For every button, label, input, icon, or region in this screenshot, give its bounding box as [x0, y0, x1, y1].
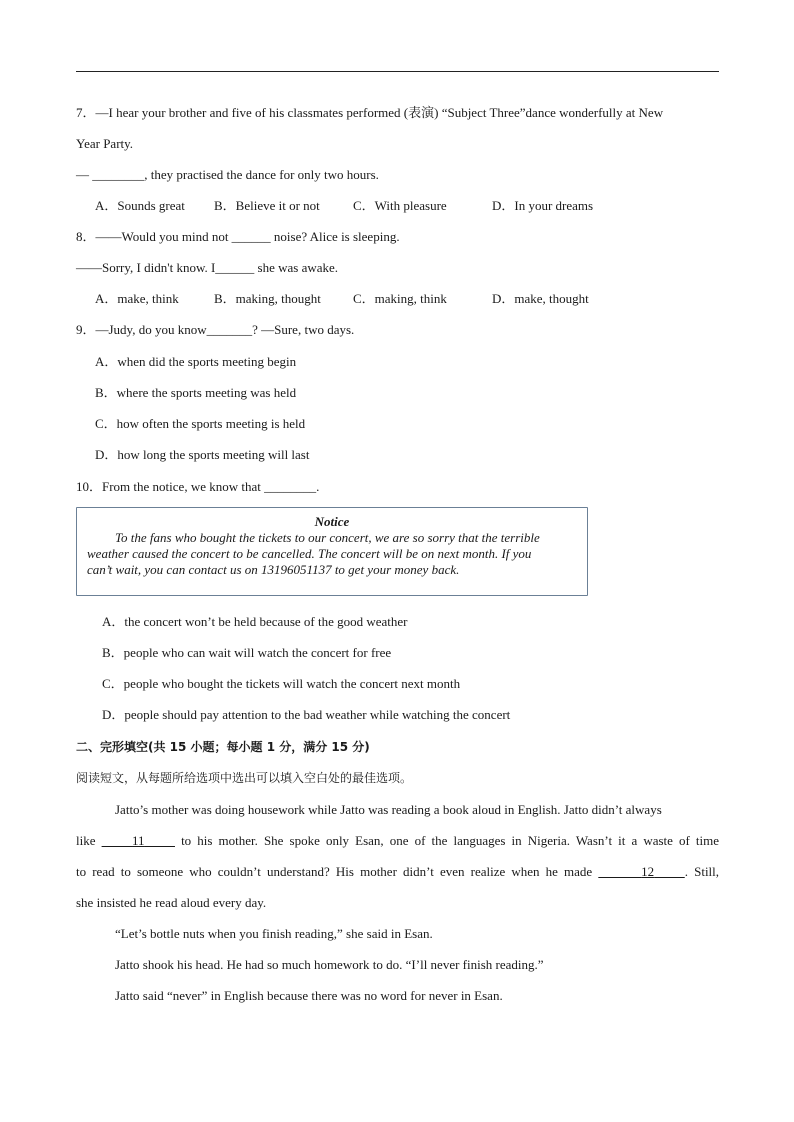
q7-option-c[interactable]: C．With pleasure — [353, 198, 447, 213]
notice-box — [76, 507, 588, 596]
q10-stem: 10．From the notice, we know that ________. — [76, 479, 320, 494]
passage-p1-line2 — [76, 833, 719, 849]
passage-text: to read to someone who couldn’t understand? His mother didn’t even realize when he made — [76, 864, 593, 879]
q9-option-c[interactable]: C．how often the sports meeting is held — [95, 416, 306, 431]
q8-option-b[interactable]: B．making, thought — [214, 291, 321, 306]
passage-p3: Jatto shook his head. He had so much homework to do. “I’ll never finish reading.” — [115, 957, 544, 972]
q8-option-d[interactable]: D．make, thought — [492, 291, 589, 306]
header-rule — [76, 71, 719, 72]
notice-line-3: can’t wait, you can contact us on 13196051137 to get your money back. — [87, 562, 460, 577]
passage-p1-line1: Jatto’s mother was doing housework while Jatto was reading a book aloud in English. Jatto didn’t always — [115, 802, 662, 817]
q10-option-b[interactable]: B．people who can wait will watch the concert for free — [102, 645, 392, 660]
passage-text: like — [76, 833, 96, 848]
passage-p2: “Let’s bottle nuts when you finish reading,” she said in Esan. — [115, 926, 433, 941]
q8-option-c[interactable]: C．making, think — [353, 291, 447, 306]
q8-stem-line1: 8．——Would you mind not ______ noise? Alice is sleeping. — [76, 229, 400, 244]
q9-option-b[interactable]: B．where the sports meeting was held — [95, 385, 297, 400]
q9-option-a[interactable]: A．when did the sports meeting begin — [95, 354, 297, 369]
passage-p4: Jatto said “never” in English because there was no word for never in Esan. — [115, 988, 503, 1003]
q9-stem: 9．—Judy, do you know_______? —Sure, two days. — [76, 322, 355, 337]
passage-text: to his mother. She spoke only Esan, one of the languages in Nigeria. Wasn’t it a waste of time — [181, 833, 720, 848]
q10-option-a[interactable]: A．the concert won’t be held because of the good weather — [102, 614, 408, 629]
q7-option-a[interactable]: A．Sounds great — [95, 198, 185, 213]
blank-12-wrapper: 12 . Still, — [598, 864, 719, 879]
notice-title: Notice — [314, 514, 350, 529]
q7-stem-line1: 7．—I hear your brother and five of his classmates performed (表演) “Subject Three”dance wonderfully at New — [76, 105, 664, 120]
passage-p1-line4: she insisted he read aloud every day. — [76, 895, 267, 910]
q7-stem-line2: Year Party. — [76, 136, 134, 151]
q10-option-d[interactable]: D．people should pay attention to the bad weather while watching the concert — [102, 707, 511, 722]
blank-12[interactable]: 12 — [641, 864, 655, 879]
notice-line-2: weather caused the concert to be cancelled. The concert will be on next month. If you — [87, 546, 532, 561]
blank-11[interactable]: 11 — [132, 833, 145, 848]
q7-option-b[interactable]: B．Believe it or not — [214, 198, 320, 213]
section2-heading: 二、完形填空(共 15 小题；每小题 1 分，满分 15 分) — [76, 740, 370, 754]
q10-option-c[interactable]: C．people who bought the tickets will watch the concert next month — [102, 676, 461, 691]
q7-option-d[interactable]: D．In your dreams — [492, 198, 594, 213]
q9-option-d[interactable]: D．how long the sports meeting will last — [95, 447, 310, 462]
notice-line-1: To the fans who bought the tickets to our concert, we are so sorry that the terrible — [115, 530, 540, 545]
passage-p1-line3 — [76, 864, 719, 880]
q8-stem-line2: ——Sorry, I didn't know. I______ she was awake. — [76, 260, 339, 275]
q8-option-a[interactable]: A．make, think — [95, 291, 179, 306]
section2-instruction: 阅读短文，从每题所给选项中选出可以填入空白处的最佳选项。 — [76, 771, 413, 785]
q7-stem-line3: — ________, they practised the dance for only two hours. — [76, 167, 379, 182]
